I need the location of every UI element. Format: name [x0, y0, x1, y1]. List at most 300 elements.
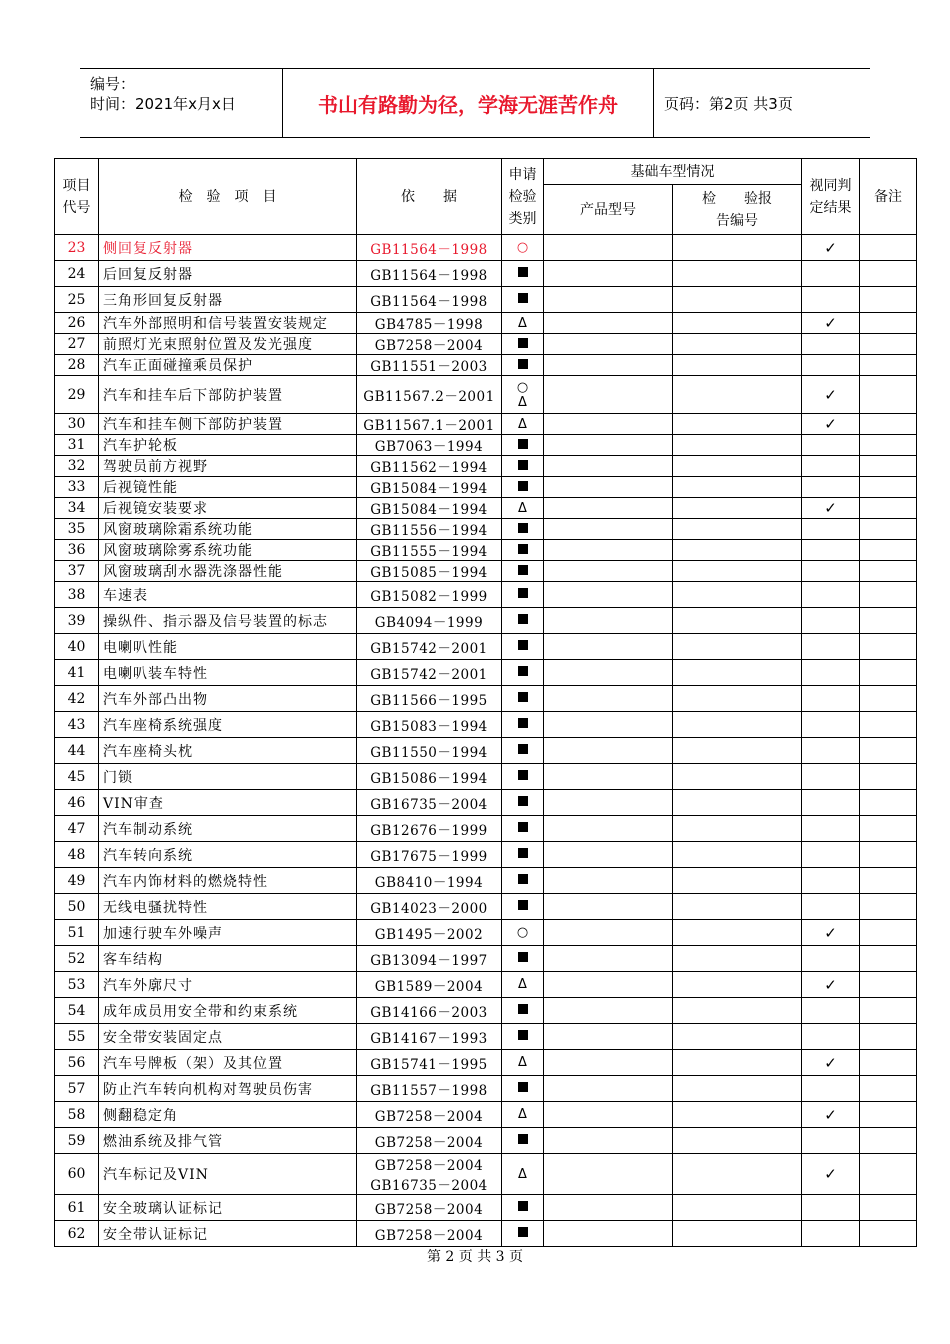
table-row [55, 946, 917, 972]
filled-square-icon [502, 266, 543, 281]
row-note [860, 334, 917, 355]
row-basis: GB7063－1994 [357, 435, 502, 456]
triangle-icon: Δ [518, 394, 527, 410]
row-note [860, 660, 917, 686]
row-model [544, 790, 673, 816]
row-report [673, 946, 802, 972]
check-icon: ✓ [824, 1053, 837, 1072]
row-type [502, 376, 544, 414]
row-note [860, 435, 917, 456]
row-name: VIN审查 [99, 790, 357, 816]
row-report [673, 235, 802, 261]
table-row [55, 972, 917, 998]
row-type [502, 582, 544, 608]
row-type [502, 261, 544, 287]
row-same [802, 764, 860, 790]
filled-square-icon [502, 587, 543, 602]
filled-square-icon [502, 691, 543, 706]
table-row [55, 456, 917, 477]
table-row [55, 235, 917, 261]
row-note [860, 764, 917, 790]
row-code: 34 [55, 498, 99, 519]
row-model [544, 686, 673, 712]
row-model [544, 1154, 673, 1195]
filled-square-icon [502, 873, 543, 888]
row-code: 23 [55, 235, 99, 261]
table-row [55, 477, 917, 498]
row-code: 52 [55, 946, 99, 972]
row-type [502, 1154, 544, 1195]
row-note [860, 972, 917, 998]
col-code-header: 项目代号 [55, 159, 99, 235]
row-note [860, 946, 917, 972]
row-report [673, 313, 802, 334]
row-basis: GB15085－1994 [357, 561, 502, 582]
row-code: 33 [55, 477, 99, 498]
row-report [673, 355, 802, 376]
table-row [55, 287, 917, 313]
row-report [673, 972, 802, 998]
table-row [55, 712, 917, 738]
row-basis: GB11564－1998 [357, 261, 502, 287]
row-note [860, 313, 917, 334]
filled-square-icon [502, 951, 543, 966]
row-type [502, 738, 544, 764]
row-name: 防止汽车转向机构对驾驶员伤害 [99, 1076, 357, 1102]
row-basis: GB11550－1994 [357, 738, 502, 764]
row-model [544, 842, 673, 868]
row-same [802, 1102, 860, 1128]
row-model [544, 712, 673, 738]
page-footer: 第 2 页 共 3 页 [426, 1249, 524, 1265]
row-type [502, 561, 544, 582]
row-name: 客车结构 [99, 946, 357, 972]
row-basis: GB15084－1994 [357, 498, 502, 519]
row-note [860, 894, 917, 920]
table-row [55, 261, 917, 287]
row-code: 48 [55, 842, 99, 868]
row-model [544, 1050, 673, 1076]
header-motto: 书山有路勤为径，学海无涯苦作舟 [283, 69, 654, 137]
row-model [544, 355, 673, 376]
check-icon: ✓ [824, 314, 837, 332]
row-basis: GB13094－1997 [357, 946, 502, 972]
row-name: 无线电骚扰特性 [99, 894, 357, 920]
row-note [860, 686, 917, 712]
row-basis: GB11566－1995 [357, 686, 502, 712]
row-code: 29 [55, 376, 99, 414]
row-same [802, 608, 860, 634]
table-row [55, 998, 917, 1024]
row-report [673, 1050, 802, 1076]
row-report [673, 582, 802, 608]
row-report [673, 868, 802, 894]
row-basis: GB4094－1999 [357, 608, 502, 634]
row-model [544, 972, 673, 998]
table-row [55, 414, 917, 435]
triangle-icon: Δ [518, 1055, 527, 1070]
row-basis [357, 1154, 502, 1195]
row-same [802, 998, 860, 1024]
row-name: 电喇叭性能 [99, 634, 357, 660]
row-code: 27 [55, 334, 99, 355]
row-code: 42 [55, 686, 99, 712]
row-name: 汽车转向系统 [99, 842, 357, 868]
row-report [673, 334, 802, 355]
row-basis: GB11555－1994 [357, 540, 502, 561]
row-code: 50 [55, 894, 99, 920]
header-meta [80, 69, 283, 137]
table-row [55, 582, 917, 608]
row-code: 37 [55, 561, 99, 582]
table-row [55, 540, 917, 561]
table-row [55, 1195, 917, 1221]
row-code: 62 [55, 1221, 99, 1247]
row-model [544, 477, 673, 498]
row-basis: GB15741－1995 [357, 1050, 502, 1076]
row-type [502, 816, 544, 842]
row-report [673, 376, 802, 414]
triangle-icon: Δ [518, 315, 527, 331]
row-type [502, 498, 544, 519]
row-model [544, 998, 673, 1024]
table-row [55, 608, 917, 634]
row-basis: GB15082－1999 [357, 582, 502, 608]
row-note [860, 414, 917, 435]
row-name: 汽车号牌板（架）及其位置 [99, 1050, 357, 1076]
col-base-group-header: 基础车型情况 [544, 159, 802, 185]
filled-square-icon [502, 795, 543, 810]
col-model-header: 产品型号 [544, 185, 673, 235]
table-row [55, 790, 917, 816]
row-report [673, 1024, 802, 1050]
row-report [673, 608, 802, 634]
col-basis-header: 依 据 [357, 159, 502, 235]
filled-square-icon [502, 1029, 543, 1044]
row-note [860, 582, 917, 608]
row-note [860, 920, 917, 946]
row-code: 57 [55, 1076, 99, 1102]
filled-square-icon [502, 1226, 543, 1241]
row-report [673, 764, 802, 790]
row-code: 56 [55, 1050, 99, 1076]
table-row [55, 686, 917, 712]
row-name: 侧回复反射器 [99, 235, 357, 261]
row-code: 53 [55, 972, 99, 998]
row-same [802, 313, 860, 334]
col-report-header: 检 验报告编号 [673, 185, 802, 235]
row-model [544, 920, 673, 946]
row-basis: GB7258－2004 [357, 334, 502, 355]
filled-square-icon [502, 1003, 543, 1018]
filled-square-icon [502, 665, 543, 680]
row-basis: GB11567.1－2001 [357, 414, 502, 435]
row-report [673, 1221, 802, 1247]
row-basis: GB12676－1999 [357, 816, 502, 842]
row-name: 操纵件、指示器及信号装置的标志 [99, 608, 357, 634]
filled-square-icon [502, 337, 543, 352]
row-basis-line: GB7258－2004 [374, 1158, 484, 1174]
row-report [673, 660, 802, 686]
row-note [860, 1221, 917, 1247]
filled-square-icon [502, 1133, 543, 1148]
row-basis: GB14167－1993 [357, 1024, 502, 1050]
row-type [502, 894, 544, 920]
row-note [860, 261, 917, 287]
row-note [860, 287, 917, 313]
row-basis: GB11564－1998 [357, 235, 502, 261]
row-report [673, 540, 802, 561]
row-note [860, 456, 917, 477]
table-row [55, 498, 917, 519]
row-basis: GB7258－2004 [357, 1102, 502, 1128]
row-model [544, 435, 673, 456]
row-basis-line: GB16735－2004 [370, 1178, 488, 1194]
row-code: 44 [55, 738, 99, 764]
row-name: 侧翻稳定角 [99, 1102, 357, 1128]
row-type [502, 634, 544, 660]
row-note [860, 738, 917, 764]
row-type [502, 946, 544, 972]
row-same [802, 519, 860, 540]
row-same [802, 334, 860, 355]
row-code: 46 [55, 790, 99, 816]
table-row [55, 1076, 917, 1102]
row-report [673, 1195, 802, 1221]
row-model [544, 868, 673, 894]
row-name: 前照灯光束照射位置及发光强度 [99, 334, 357, 355]
row-code: 45 [55, 764, 99, 790]
row-same [802, 1195, 860, 1221]
row-code: 59 [55, 1128, 99, 1154]
row-type [502, 712, 544, 738]
row-basis: GB1495－2002 [357, 920, 502, 946]
row-same [802, 660, 860, 686]
row-basis: GB11557－1998 [357, 1076, 502, 1102]
row-report [673, 894, 802, 920]
row-report [673, 435, 802, 456]
row-name: 风窗玻璃除雾系统功能 [99, 540, 357, 561]
row-note [860, 355, 917, 376]
row-note [860, 868, 917, 894]
table-row [55, 561, 917, 582]
row-same [802, 435, 860, 456]
check-icon: ✓ [824, 923, 837, 942]
row-note [860, 816, 917, 842]
row-basis: GB15084－1994 [357, 477, 502, 498]
row-report [673, 712, 802, 738]
row-type [502, 842, 544, 868]
row-type [502, 868, 544, 894]
row-code: 41 [55, 660, 99, 686]
row-name: 汽车外部凸出物 [99, 686, 357, 712]
table-row [55, 1050, 917, 1076]
row-report [673, 261, 802, 287]
table-row [55, 313, 917, 334]
row-basis: GB11567.2－2001 [357, 376, 502, 414]
circle-icon: ○ [516, 925, 529, 940]
table-row [55, 519, 917, 540]
row-report [673, 1154, 802, 1195]
row-code: 51 [55, 920, 99, 946]
time-label: 时间：2021年x月x日 [90, 95, 236, 113]
row-name: 风窗玻璃刮水器洗涤器性能 [99, 561, 357, 582]
row-basis: GB7258－2004 [357, 1195, 502, 1221]
triangle-icon: Δ [518, 500, 527, 516]
check-icon: ✓ [824, 1165, 837, 1183]
row-note [860, 1024, 917, 1050]
row-basis: GB14166－2003 [357, 998, 502, 1024]
row-same [802, 540, 860, 561]
table-row [55, 334, 917, 355]
row-basis: GB11562－1994 [357, 456, 502, 477]
row-type [502, 1024, 544, 1050]
row-report [673, 498, 802, 519]
row-note [860, 1076, 917, 1102]
row-type [502, 660, 544, 686]
check-icon: ✓ [824, 238, 837, 257]
row-model [544, 582, 673, 608]
row-name: 汽车座椅头枕 [99, 738, 357, 764]
row-note [860, 477, 917, 498]
table-row [55, 842, 917, 868]
row-report [673, 477, 802, 498]
triangle-icon: Δ [518, 977, 527, 992]
row-name: 汽车和挂车后下部防护装置 [99, 376, 357, 414]
row-type [502, 764, 544, 790]
row-same [802, 712, 860, 738]
row-same [802, 842, 860, 868]
row-type [502, 972, 544, 998]
filled-square-icon [502, 847, 543, 862]
row-name: 车速表 [99, 582, 357, 608]
row-report [673, 920, 802, 946]
table-row [55, 435, 917, 456]
row-code: 60 [55, 1154, 99, 1195]
row-code: 55 [55, 1024, 99, 1050]
table-row [55, 894, 917, 920]
row-model [544, 946, 673, 972]
row-type [502, 414, 544, 435]
table-row [55, 660, 917, 686]
triangle-icon: Δ [518, 1107, 527, 1122]
row-report [673, 686, 802, 712]
row-model [544, 660, 673, 686]
row-name: 成年成员用安全带和约束系统 [99, 998, 357, 1024]
row-basis: GB15086－1994 [357, 764, 502, 790]
table-row [55, 816, 917, 842]
row-type [502, 334, 544, 355]
row-note [860, 561, 917, 582]
table-row [55, 634, 917, 660]
row-code: 38 [55, 582, 99, 608]
row-name: 加速行驶车外噪声 [99, 920, 357, 946]
row-model [544, 287, 673, 313]
row-code: 32 [55, 456, 99, 477]
row-note [860, 498, 917, 519]
row-name: 汽车外部照明和信号装置安装规定 [99, 313, 357, 334]
row-model [544, 634, 673, 660]
row-code: 31 [55, 435, 99, 456]
row-name: 汽车内饰材料的燃烧特性 [99, 868, 357, 894]
row-code: 47 [55, 816, 99, 842]
row-name: 安全玻璃认证标记 [99, 1195, 357, 1221]
row-type [502, 477, 544, 498]
triangle-icon: Δ [518, 416, 527, 432]
row-report [673, 456, 802, 477]
row-code: 28 [55, 355, 99, 376]
row-report [673, 1128, 802, 1154]
inspection-table [54, 158, 917, 1247]
triangle-icon: Δ [518, 1166, 527, 1182]
row-code: 43 [55, 712, 99, 738]
row-model [544, 894, 673, 920]
row-basis: GB7258－2004 [357, 1221, 502, 1247]
row-type [502, 790, 544, 816]
row-model [544, 1102, 673, 1128]
row-code: 35 [55, 519, 99, 540]
row-name: 三角形回复反射器 [99, 287, 357, 313]
filled-square-icon [502, 564, 543, 579]
check-icon: ✓ [824, 385, 837, 404]
row-note [860, 842, 917, 868]
filled-square-icon [502, 543, 543, 558]
row-note [860, 1050, 917, 1076]
row-same [802, 1076, 860, 1102]
row-note [860, 519, 917, 540]
table-row [55, 376, 917, 414]
filled-square-icon [502, 743, 543, 758]
row-same [802, 582, 860, 608]
number-label: 编号： [90, 75, 136, 93]
row-basis: GB8410－1994 [357, 868, 502, 894]
row-name: 电喇叭装车特性 [99, 660, 357, 686]
row-same [802, 868, 860, 894]
filled-square-icon [502, 292, 543, 307]
filled-square-icon [502, 769, 543, 784]
row-note [860, 634, 917, 660]
row-same [802, 920, 860, 946]
filled-square-icon [502, 1200, 543, 1215]
row-name: 后回复反射器 [99, 261, 357, 287]
row-type [502, 1076, 544, 1102]
row-type [502, 235, 544, 261]
row-note [860, 1102, 917, 1128]
row-model [544, 235, 673, 261]
row-type [502, 355, 544, 376]
filled-square-icon [502, 438, 543, 453]
row-name: 风窗玻璃除霜系统功能 [99, 519, 357, 540]
row-model [544, 1128, 673, 1154]
row-model [544, 540, 673, 561]
row-basis: GB14023－2000 [357, 894, 502, 920]
row-same [802, 287, 860, 313]
row-basis: GB15742－2001 [357, 660, 502, 686]
row-same [802, 261, 860, 287]
row-basis: GB16735－2004 [357, 790, 502, 816]
row-report [673, 816, 802, 842]
filled-square-icon [502, 1081, 543, 1096]
row-same [802, 1024, 860, 1050]
row-model [544, 1076, 673, 1102]
row-name: 汽车正面碰撞乘员保护 [99, 355, 357, 376]
row-type [502, 540, 544, 561]
row-model [544, 1024, 673, 1050]
row-code: 30 [55, 414, 99, 435]
row-same [802, 477, 860, 498]
row-model [544, 334, 673, 355]
row-same [802, 414, 860, 435]
